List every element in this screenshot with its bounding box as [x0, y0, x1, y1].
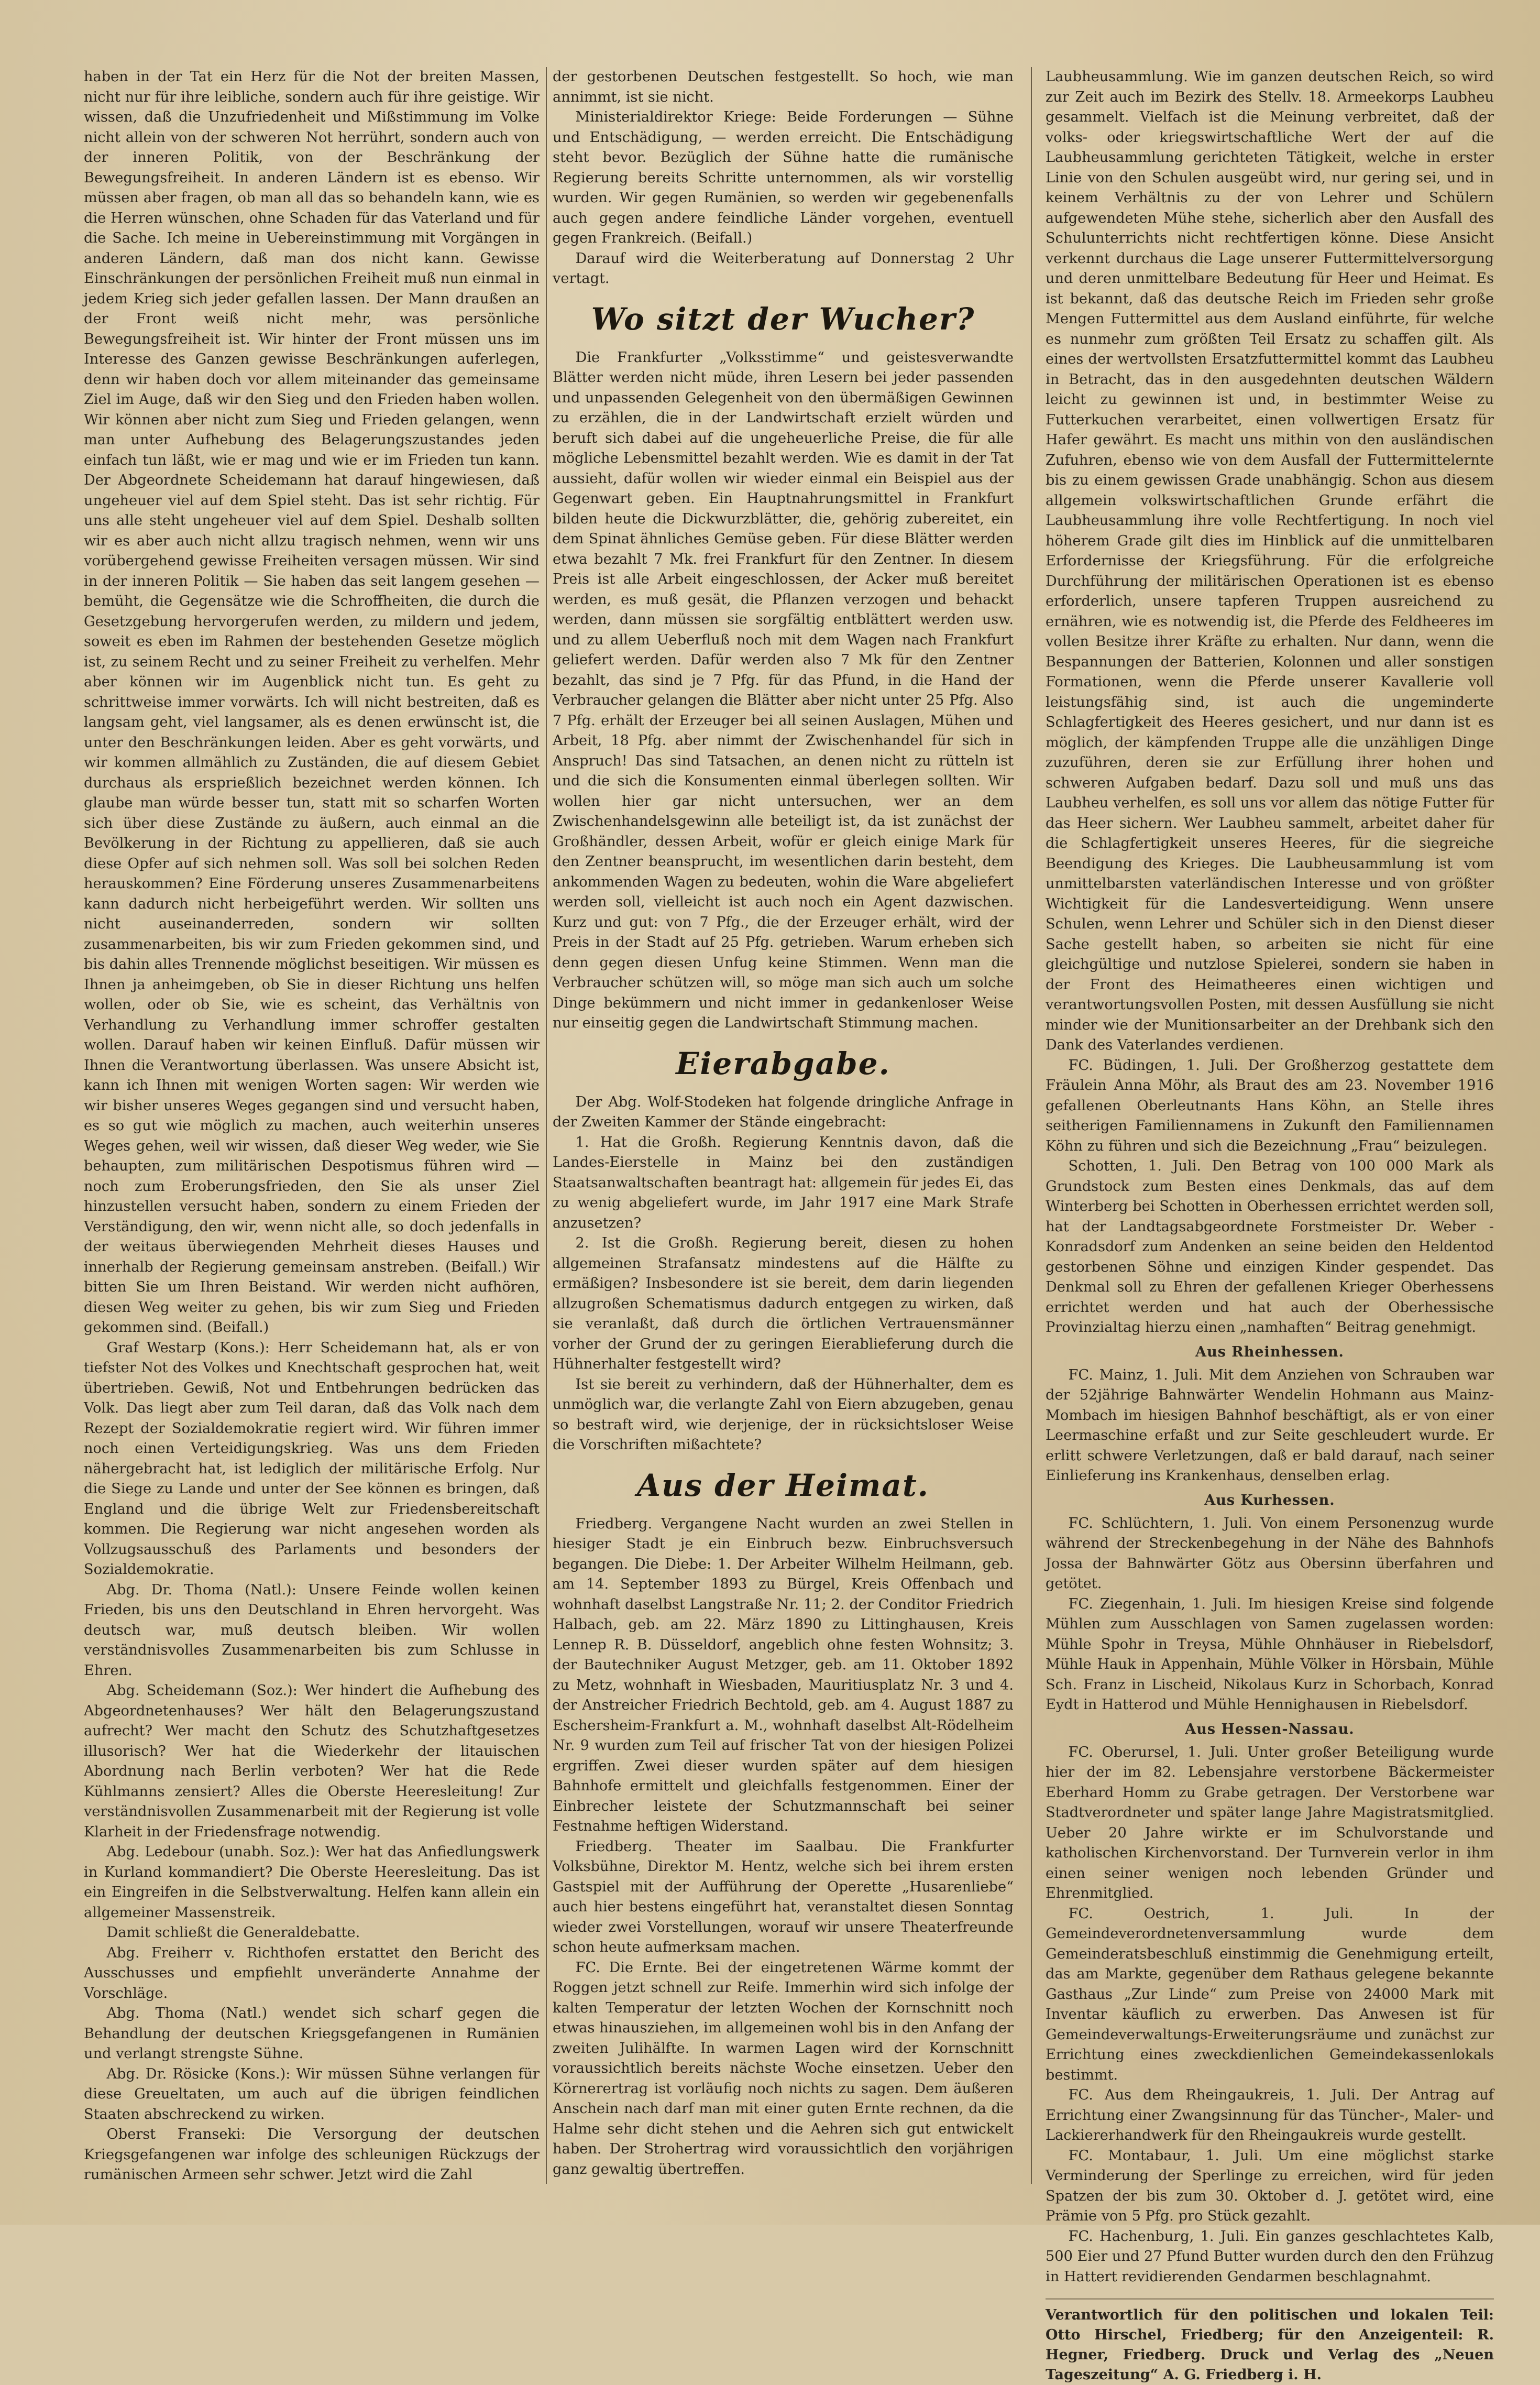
article-heading: Wo sitzt der Wucher? — [591, 301, 975, 337]
article-paragraph: Laubheusammlung. Wie im ganzen deutschen Reich, so wird zur Zeit auch im Bezirk des Stellv. 18. Armeekorps Laubheu gesammelt. Vielfach ist die Meinung verbreitet, daß der volks- oder kriegswirtschaftliche Wert der auf die Laubheusammlung gerichteten Tätigkeit, welche in erster Linie von den Schulen ausgeübt wird, nur gering sei, und in keinem Verhältnis zu der von Lehrer und Schülern aufgewendeten Mühe stehe, sicherlich aber den Ausfall des Schulunterrichts nicht rechtfertigen könne. Diese Ansicht verkennt durchaus die Lage unserer Futtermittelversorgung und deren unmittelbare Bedeutung für Heer und Heimat. Es ist bekannt, daß das deutsche Reich im Frieden sehr große Mengen Futtermittel aus dem Ausland einführte, für welche es nunmehr zum größten Teil Ersatz zu schaffen gilt. Als eines der wertvollsten Ersatzfuttermittel kommt das Laubheu in Betracht, das in den ausgedehnten deutschen Wäldern leicht zu gewinnen ist und, in bestimmter Weise zu Futterkuchen verarbeitet, einen vollwertigen Ersatz für Hafer gewährt. Es macht uns mithin von den ausländischen Zufuhren, ebenso wie von dem Ausfall der Futtermittelernte bis zu einem gewissen Grade unabhängig. Schon aus diesem allgemein volkswirtschaftlichen Grunde erfährt die Laubheusammlung ihre volle Rechtfertigung. In noch viel höherem Grade gilt dies im Hinblick auf die unmittelbaren Erfordernisse der Kriegsführung. Für die erfolgreiche Durchführung der militärischen Operationen ist es ebenso erforderlich, unsere tapferen Truppen ausreichend zu ernähren, wie es notwendig ist, die Pferde des Feldheeres im vollen Besitze ihrer Kräfte zu erhalten. Nur dann, wenn die Bespannungen der Batterien, Kolonnen und aller sonstigen Formationen, wenn die Pferde unserer Kavallerie voll leistungsfähig sind, ist auch die ungeminderte Schlagfertigkeit des Heeres gesichert, und nur dann ist es möglich, der kämpfenden Truppe alle die unzähligen Dinge zuzuführen, deren sie zur Erfüllung ihrer hohen und schweren Aufgaben bedarf. Dazu soll und muß uns das Laubheu verhelfen, es soll uns vor allem das nötige Futter für das Heer sichern. Wer Laubheu sammelt, arbeitet daher für die Schlagfertigkeit unseres Heeres, für die siegreiche Beendigung des Krieges. Die Laubheusammlung ist vom unmittelbarsten vaterländischen Interesse und von größter Wichtigkeit für die Landesverteidigung. Wenn unsere Schulen, wenn Lehrer und Schüler sich in den Dienst dieser Sache gestellt haben, so arbeiten sie nicht für eine gleichgültige und nutzlose Spielerei, sondern sie haben in der Front des Heimatheeres einen wichtigen und verantwortungsvollen Posten, mit dessen Ausfüllung sie nicht minder wie der Munitionsarbeiter an der Drehbank sich den Dank des Vaterlandes verdienen. — [1046, 69, 1494, 1053]
article-paragraph: FC. Büdingen, 1. Juli. Der Großherzog gestattete dem Fräulein Anna Möhr, als Braut des am 23. November 1916 gefallenen Oberleutnants Hans Köhn, an Stelle ihres seitherigen Familiennamens in Zukunft den Familiennamen Köhn zu führen und sich die Bezeichnung „Frau“ beizulegen. — [1046, 1057, 1494, 1154]
article-paragraph: 2. Ist die Großh. Regierung bereit, diesen zu hohen allgemeinen Strafansatz mindestens auf die Hälfte zu ermäßigen? Insbesondere ist sie bereit, dem darin liegenden allzugroßen Schematismus dadurch entgegen zu wirken, daß sie veranlaßt, daß durch die örtlichen Vertrauensmänner vorher der Grund der zu geringen Eierablieferung durch die Hühnerhalter festgestellt wird? — [553, 1235, 1014, 1372]
text-column-3 — [1046, 67, 1494, 2383]
article-paragraph: FC. Hachenburg, 1. Juli. Ein ganzes geschlachtetes Kalb, 500 Eier und 27 Pfund Butter wurden durch den den Frühzug in Hattert revidierenden Gendarmen beschlagnahmt. — [1046, 2228, 1494, 2285]
article-paragraph: FC. Oestrich, 1. Juli. In der Gemeindeverordnetenversammlung wurde dem Gemeinderatsbeschluß einstimmig die Genehmigung erteilt, das am Markte, gegenüber dem Rathaus gelegene bekannte Gasthaus „Zur Linde“ zum Preise von 24000 Mark mit Inventar käuflich zu erwerben. Das Anwesen ist für Gemeindeverwaltungs-Erweiterungsräume und zunächst zur Errichtung eines zweckdienlichen Gemeindekassenlokals bestimmt. — [1046, 1905, 1494, 2083]
article-paragraph: FC. Schlüchtern, 1. Juli. Von einem Personenzug wurde während der Streckenbegehung in der Nähe des Bahnhofs Jossa der Bahnwärter Götz aus Obersinn überfahren und getötet. — [1046, 1515, 1494, 1592]
article-paragraph: Schotten, 1. Juli. Den Betrag von 100 000 Mark als Grundstock zum Besten eines Denkmals, das auf dem Winterberg bei Schotten in Oberhessen errichtet werden soll, hat der Landtagsabgeordnete Forstmeister Dr. Weber - Konradsdorf zum Andenken an seine beiden den Heldentod gestorbenen Söhne und einzigen Kinder gespendet. Das Denkmal soll zu Ehren der gefallenen Krieger Oberhessens errichtet werden und hat auch der Oberhessische Provinzialtag hierzu einen „namhaften“ Beitrag genehmigt. — [1046, 1158, 1494, 1336]
article-paragraph: Abg. Dr. Thoma (Natl.): Unsere Feinde wollen keinen Frieden, bis uns den Deutschland in Ehren hervorgeht. Was deutsch war, muß deutsch bleiben. Wir wollen verständnisvolles Zusammenarbeiten bis zum Schlusse in Ehren. — [84, 1581, 540, 1679]
article-paragraph: Friedberg. Theater im Saalbau. Die Frankfurter Volksbühne, Direktor M. Hentz, welche sich bei ihrem ersten Gastspiel mit der Aufführung der Operette „Husarenliebe“ auch hier bestens eingeführt hat, veranstaltet diesen Sonntag wieder zwei Vorstellungen, worauf wir unsere Theaterfreunde schon heute aufmerksam machen. — [553, 1838, 1014, 1955]
section-subheading: Aus Hessen-Nassau. — [1185, 1721, 1355, 1737]
section-subheading: Aus Kurhessen. — [1204, 1492, 1335, 1508]
article-paragraph: Abg. Freiherr v. Richthofen erstattet den Bericht des Ausschusses und empfiehlt unveränderte Annahme der Vorschläge. — [84, 1944, 540, 2001]
article-paragraph: Graf Westarp (Kons.): Herr Scheidemann hat, als er von tiefster Not des Volkes und Knechtschaft gesprochen hat, weit übertrieben. Gewiß, Not und Entbehrungen bedrücken das Volk. Das liegt aber zum Teil daran, daß das Volk nach dem Rezept der Sozialdemokratie regiert wird. Wir führen immer noch einen Verteidigungskrieg. Was uns dem Frieden nähergebracht hat, ist lediglich der militärische Erfolg. Nur die Siege zu Lande und unter der See können es bringen, daß England und die übrige Welt zur Friedensbereitschaft kommen. Die Regierung war nicht angesehen worden als Vollzugsausschuß des Parlaments und besonders der Sozialdemokratie. — [84, 1339, 540, 1578]
imprint-line: Verantwortlich für den politischen und lokalen Teil: Otto Hirschel, Friedberg; für den Anzeigenteil: R. Hegner, Friedberg. Druck und Verlag des „Neuen Tageszeitung“ A. G. Friedberg i. H. — [1046, 2299, 1494, 2385]
article-paragraph: FC. Die Ernte. Bei der eingetretenen Wärme kommt der Roggen jetzt schnell zur Reife. Immerhin wird sich infolge der kalten Temperatur der letzten Wochen der Kornschnitt noch etwas hinausziehen, im allgemeinen wohl bis in den Anfang der zweiten Julihälfte. In warmen Lagen wird der Kornschnitt voraussichtlich bereits nächste Woche einsetzen. Ueber den Körnerertrag ist vorläufig noch nichts zu sagen. Dem äußeren Anschein nach darf man mit einer guten Ernte rechnen, da die Halme sehr dicht stehen und die Aehren sich gut entwickelt haben. Der Strohertrag wird voraussichtlich den vorjährigen ganz gewaltig übertreffen. — [553, 1959, 1014, 2178]
article-paragraph: Ministerialdirektor Kriege: Beide Forderungen — Sühne und Entschädigung, — werden erreicht. Die Entschädigung steht bevor. Bezüglich der Sühne hatte die rumänische Regierung bereits Schritte unternommen, als wir vorstellig wurden. Wir gegen Rumänien, so werden wir gegebenenfalls auch gegen andere feindliche Länder vorgehen, eventuell gegen Frankreich. (Beifall.) — [553, 109, 1014, 246]
article-paragraph: FC. Aus dem Rheingaukreis, 1. Juli. Der Antrag auf Errichtung einer Zwangsinnung für das Tüncher-, Maler- und Lackiererhandwerk für den Rheingaukreis wurde gestellt. — [1046, 2087, 1494, 2143]
article-paragraph: Abg. Dr. Rösicke (Kons.): Wir müssen Sühne verlangen für diese Greueltaten, um auch auf die übrigen feindlichen Staaten abschreckend zu wirken. — [84, 2065, 540, 2123]
article-paragraph: Ist sie bereit zu verhindern, daß der Hühnerhalter, dem es unmöglich war, die verlangte Zahl von Eiern abzugeben, genau so bestraft wird, wie derjenige, der in rücksichtsloser Weise die Vorschriften mißachtete? — [553, 1376, 1014, 1453]
article-paragraph: FC. Ziegenhain, 1. Juli. Im hiesigen Kreise sind folgende Mühlen zum Ausschlagen von Samen zugelassen worden: Mühle Spohr in Treysa, Mühle Ohnhäuser in Riebelsdorf, Mühle Hauk in Appenhain, Mühle Völker in Hörsbain, Mühle Sch. Franz in Lischeid, Nikolaus Kurz in Schorbach, Konrad Eydt in Hatterod und Mühle Hennighausen in Riebelsdorf. — [1046, 1595, 1494, 1713]
text-column-2 — [553, 67, 1014, 2184]
article-paragraph: Friedberg. Vergangene Nacht wurden an zwei Stellen in hiesiger Stadt je ein Einbruch bezw. Einbruchsversuch begangen. Die Diebe: 1. Der Arbeiter Wilhelm Heilmann, geb. am 14. September 1893 zu Bürgel, Kreis Offenbach und wohnhaft daselbst Langstraße Nr. 11; 2. der Conditor Friedrich Halbach, geb. am 22. März 1890 zu Littinghausen, Kreis Lennep R. B. Düsseldorf, angeblich ohne festen Wohnsitz; 3. der Bautechniker August Metzger, geb. am 11. Oktober 1892 zu Metz, wohnhaft in Wiesbaden, Mauritiusplatz Nr. 3 und 4. der Anstreicher Friedrich Bechtold, geb. am 4. August 1887 zu Eschersheim-Frankfurt a. M., wohnhaft daselbst Alt-Rödelheim Nr. 9 wurden zum Teil auf frischer Tat von der hiesigen Polizei ergriffen. Zwei dieser wurden später auf dem hiesigen Bahnhofe ermittelt und gleichfalls festgenommen. Einer der Einbrecher leistete der Schutzmannschaft bei seiner Festnahme heftigen Widerstand. — [553, 1515, 1014, 1834]
text-column-1 — [84, 67, 540, 2184]
article-paragraph: FC. Oberursel, 1. Juli. Unter großer Beteiligung wurde hier der im 82. Lebensjahre verstorbene Bäckermeister Eberhard Homm zu Grabe getragen. Der Verstorbene war Stadtverordneter und später lange Jahre Magistratsmitglied. Ueber 20 Jahre wirkte er im Schulvorstande und katholischen Kirchenvorstand. Der Turnverein verlor in ihm einen seiner wenigen noch lebenden Gründer und Ehrenmitglied. — [1046, 1744, 1494, 1901]
article-heading: Aus der Heimat. — [637, 1467, 929, 1503]
article-paragraph: Der Abg. Wolf-Stodeken hat folgende dringliche Anfrage in der Zweiten Kammer der Stände eingebracht: — [553, 1093, 1014, 1130]
article-heading: Eierabgabe. — [676, 1045, 890, 1081]
article-paragraph: haben in der Tat ein Herz für die Not der breiten Massen, nicht nur für ihre leibliche, sondern auch für ihre geistige. Wir wissen, daß die Unzufriedenheit und Mißstimmung im Volke nicht allein von der schweren Not herrührt, sondern auch von der inneren Politik, von der Beschränkung der Bewegungsfreiheit. In anderen Ländern ist es ebenso. Wir müssen aber fragen, ob man all das so behandeln kann, wie es die Herren wünschen, ohne Schaden für das Vaterland und für die Sache. Ich meine in Uebereinstimmung mit Vorgängen in anderen Ländern, daß man dos nicht kann. Gewisse Einschränkungen der persönlichen Freiheit muß nun einmal in jedem Krieg sich jeder gefallen lassen. Der Mann draußen an der Front weiß nicht mehr, was persönliche Bewegungsfreiheit ist. Wir hinter der Front müssen uns im Interesse des Ganzen gewisse Beschränkungen auferlegen, denn wir haben doch vor allem miteinander das gemeinsame Ziel im Auge, daß wir den Sieg und den Frieden haben wollen. Wir können aber nicht zum Sieg und Frieden gelangen, wenn man unter Aufhebung des Belagerungszustandes jeden einfach tun läßt, wie er mag und wie er im Frieden tun kann. Der Abgeordnete Scheidemann hat darauf hingewiesen, daß ungeheuer viel auf dem Spiel steht. Das ist sehr richtig. Für uns alle steht ungeheuer viel auf dem Spiel. Deshalb sollten wir es aber auch nicht allzu tragisch nehmen, wenn wir uns vorübergehend gewisse Freiheiten versagen müssen. Wir sind in der inneren Politik — Sie haben das seit langem gesehen — bemüht, die Gegensätze wie die Schroffheiten, die durch die Gesetzgebung hervorgerufen werden, zu mildern und jedem, soweit es eben im Rahmen der bestehenden Gesetze möglich ist, zu seinem Recht und zu seiner Freiheit zu verhelfen. Mehr aber können wir im Augenblick nicht tun. Es geht zu schrittweise immer vorwärts. Ich will nicht bestreiten, daß es langsam geht, viel langsamer, als es denen erwünscht ist, die unter den Beschränkungen leiden. Aber es geht vorwärts, und wir kommen allmählich zu Zuständen, die auf diesem Gebiet durchaus als ersprießlich bezeichnet werden können. Ich glaube man würde besser tun, statt mit so scharfen Worten sich über diese Zustände zu äußern, auch einmal an die Bevölkerung in der Richtung zu appellieren, daß sie auch diese Opfer auf sich nehmen soll. Was soll bei solchen Reden herauskommen? Eine Förderung unseres Zusammenarbeitens kann dadurch nicht herbeigeführt werden. Wir sollten uns nicht auseinanderreden, sondern wir sollten zusammenarbeiten, bis wir zum Frieden gekommen sind, und bis dahin alles Trennende möglichst beseitigen. Wir müssen es Ihnen ja anheimgeben, ob Sie in dieser Richtung uns helfen wollen, oder ob Sie, wie es scheint, das Verhältnis von Verhandlung zu Verhandlung immer schroffer gestalten wollen. Darauf haben wir keinen Einfluß. Dafür müssen wir Ihnen die Verantwortung überlassen. Was unsere Absicht ist, kann ich Ihnen mit wenigen Worten sagen: Wir werden wie wir bisher unseres Weges gegangen sind und versucht haben, es so gut wie möglich zu machen, auch weiterhin unseres Weges gehen, weil wir wissen, daß dieser Weg weder, wie Sie behaupten, zum militärischen Despotismus führen wird — noch zum Eroberungsfrieden, den Sie als unser Ziel hinzustellen versucht haben, sondern zu einem Frieden der Verständigung, den wir, wenn nicht alle, so doch jedenfalls in der weitaus überwiegenden Mehrheit dieses Hauses und innerhalb der Regierung gemeinsam anstreben. (Beifall.) Wir bitten Sie um Ihren Beistand. Wir werden nicht aufhören, diesen Weg weiter zu gehen, bis wir zum Sieg und Frieden gekommen sind. (Beifall.) — [84, 69, 540, 1336]
article-paragraph: FC. Montabaur, 1. Juli. Um eine möglichst starke Verminderung der Sperlinge zu erreichen, wird für jeden Spatzen der bis zum 30. Oktober d. J. getötet wird, eine Prämie von 5 Pfg. pro Stück gezahlt. — [1046, 2147, 1494, 2224]
article-paragraph: 1. Hat die Großh. Regierung Kenntnis davon, daß die Landes-Eierstelle in Mainz bei den zuständigen Staatsanwaltschaften beantragt hat: allgemein für jedes Ei, das zu wenig abgeliefert wurde, im Jahr 1917 eine Mark Strafe anzusetzen? — [553, 1134, 1014, 1231]
article-paragraph: Abg. Thoma (Natl.) wendet sich scharf gegen die Behandlung der deutschen Kriegsgefangenen in Rumänien und verlangt strengste Sühne. — [84, 2005, 540, 2062]
article-paragraph: Darauf wird die Weiterberatung auf Donnerstag 2 Uhr vertagt. — [553, 250, 1014, 287]
article-paragraph: Damit schließt die Generaldebatte. — [106, 1924, 360, 1941]
article-paragraph: Abg. Ledebour (unabh. Soz.): Wer hat das Anfiedlungswerk in Kurland kommandiert? Die Oberste Heeresleitung. Das ist ein Eingreifen in die Selbstverwaltung. Helfen kann allein ein allgemeiner Massenstreik. — [84, 1844, 540, 1921]
article-paragraph: Die Frankfurter „Volksstimme“ und geistesverwandte Blätter werden nicht müde, ihren Lesern bei jeder passenden und unpassenden Gelegenheit von den übermäßigen Gewinnen zu erzählen, die in der Landwirtschaft erzielt würden und beruft sich dabei auf die ungeheuerliche Preise, die für alle mögliche Lebensmittel bezahlt werden. Wie es damit in der Tat aussieht, dafür wollen wir wieder einmal ein Beispiel aus der Gegenwart geben. Ein Hauptnahrungsmittel in Frankfurt bilden heute die Dickwurzblätter, die, gehörig zubereitet, ein dem Spinat ähnliches Gemüse geben. Für diese Blätter werden etwa bezahlt 7 Mk. frei Frankfurt für den Zentner. In diesem Preis ist alle Arbeit eingeschlossen, der Acker muß bereitet werden, es muß gesät, die Pflanzen verzogen und behackt werden, dann müssen sie sorgfältig entblättert werden usw. und zu allem Ueberfluß noch mit dem Wagen nach Frankfurt geliefert werden. Dafür werden also 7 Mk für den Zentner bezahlt, das sind je 7 Pfg. für das Pfund, in die Hand der Verbraucher gelangen die Blätter aber nicht unter 25 Pfg. Also 7 Pfg. erhält der Erzeuger bei all seinen Auslagen, Mühen und Arbeit, 18 Pfg. aber nimmt der Zwischenhandel für sich in Anspruch! Das sind Tatsachen, an denen nicht zu rütteln ist und die sich die Konsumenten einmal überlegen sollten. Wir wollen hier gar nicht untersuchen, wer an dem Zwischenhandelsgewinn alle beteiligt ist, da ist zunächst der Großhändler, dessen Arbeit, wofür er gleich einige Mark für den Zentner beansprucht, im wesentlichen darin besteht, dem ankommenden Wagen zu bedeuten, wohin die Ware abgeliefert werden soll, vielleicht ist auch noch ein Agent dazwischen. Kurz und gut: von 7 Pfg., die der Erzeuger erhält, wird der Preis in der Stadt auf 25 Pfg. getrieben. Warum erheben sich denn gegen diesen Unfug keine Stimmen. Wenn man die Verbraucher schützen will, so möge man sich auch um solche Dinge bekümmern und nicht immer in gedankenloser Weise nur einseitig gegen die Landwirtschaft Stimmung machen. — [553, 349, 1014, 1031]
column-rule — [1031, 67, 1032, 2184]
article-paragraph: Oberst Franseki: Die Versorgung der deutschen Kriegsgefangenen war infolge des schleunigen Rückzugs der rumänischen Armeen sehr schwer. Jetzt wird die Zahl — [84, 2126, 540, 2183]
section-subheading: Aus Rheinhessen. — [1195, 1343, 1344, 1360]
article-paragraph: Abg. Scheidemann (Soz.): Wer hindert die Aufhebung des Abgeordnetenhauses? Wer hält den Belagerungszustand aufrecht? Wer macht den Schutz des Schutzhaftgesetzes illusorisch? Wer hat die Wiederkehr der litauischen Abordnung nach Berlin verboten? Wer hat die Rede Kühlmanns zensiert? Alles die Oberste Heeresleitung! Zur verständnisvollen Zusammenarbeit mit der Regierung ist volle Klarheit in der Friedensfrage notwendig. — [84, 1682, 540, 1840]
article-paragraph: FC. Mainz, 1. Juli. Mit dem Anziehen von Schrauben war der 52jährige Bahnwärter Wendelin Hohmann aus Mainz-Mombach im hiesigen Bahnhof beschäftigt, als er von einer Leermaschine erfaßt und zur Seite geschleudert wurde. Er erlitt schwere Verletzungen, daß er bald darauf, nach seiner Einlieferung ins Krankenhaus, denselben erlag. — [1046, 1366, 1494, 1484]
article-paragraph: der gestorbenen Deutschen festgestellt. So hoch, wie man annimmt, ist sie nicht. — [553, 69, 1014, 105]
column-rule — [546, 67, 547, 2184]
